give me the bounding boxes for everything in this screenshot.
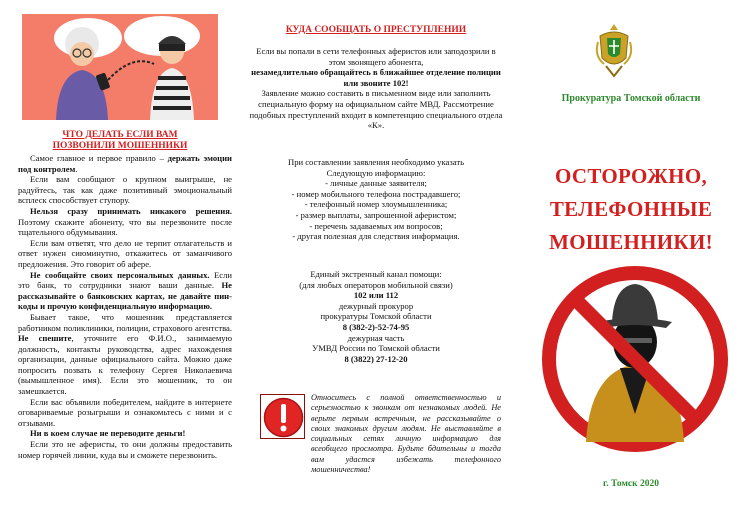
paragraph: Бывает такое, что мошенник представляется работником поликлиники, полиции, страхового агентства. Не спешите, уточните его Ф.И.О., занимаемую должность, контакты руководства, адрес нахождения организации, данные официального сайта. Можно даже попросить позвать к телефону Сергея Николаевича (вымышленное имя). Если это мошенник, то он замешкается. [18, 311, 232, 397]
middle-panel [247, 0, 505, 531]
paragraph: Ни в коем случае не переводите деньги! [30, 428, 186, 439]
prosecutor-emblem-icon [594, 22, 634, 78]
statement-info-list: При составлении заявления необходимо указать Следующую информацию: - личные данные заявителя; - номер мобильного телефона пострадавшего; - телефонный номер злоумышленника; - размер выплаты, запрошенной аферистом; - перечень задаваемых им вопросов; - другая полезная для следствия информация. [247, 157, 505, 242]
title-line-3: МОШЕННИКИ! [549, 230, 713, 254]
title-line-2: ТЕЛЕФОННЫЕ [549, 197, 713, 221]
paragraph: Если вам ответят, что дело не терпит отлагательств и ответ нужен сиюминутно, откажитесь от заманчивого предложения. Это говорит об афере. [18, 237, 232, 269]
grandma-and-thief-illustration [22, 14, 218, 120]
title-line-1: ОСТОРОЖНО, [554, 164, 708, 188]
contact-block: Единый экстренный канал помощи: (для любых операторов мобильной связи) 102 или 112 дежурный прокурор прокуратуры Томской области 8 (382-2)-52-74-95 дежурная часть УМВД России по Томской области 8 (3822) 27-12-20 [299, 269, 453, 364]
list-item: - номер мобильного телефона пострадавшего; [291, 188, 461, 199]
paragraph: Если вам сообщают о крупном выигрыше, не радуйтесь, так как даже позитивный эмоциональный всплеск способствует ступору. [18, 174, 232, 206]
paragraph: Нельзя сразу принимать никакого решения. Поэтому скажите абоненту, что вы перезвоните после тщательного обдумывания. [18, 205, 232, 238]
paragraph: Если это не аферисты, то они должны предоставить номер горячей линии, куда вы и сможете перезвонить. [18, 439, 232, 460]
paragraph: Не сообщайте своих персональных данных. Если это банк, то сотрудники знают ваши данные. Не рассказывайте о банковских картах, не давайте пин-коды и прочую конфиденциальную информацию. [18, 269, 232, 312]
list-item: - перечень задаваемых им вопросов; [309, 220, 443, 231]
left-heading: ЧТО ДЕЛАТЬ ЕСЛИ ВАМ ПОЗВОНИЛИ МОШЕННИКИ [52, 130, 188, 151]
paragraph: Если вас объявили победителем, найдите в интернете оговариваемые розыгрыши и ознакомьтесь с ними и с отзывами. [18, 396, 232, 428]
paragraph: Самое главное и первое правило – держать эмоции под контролем. [18, 153, 232, 174]
list-item: - телефонный номер злоумышленника; [304, 199, 448, 210]
middle-heading: КУДА СООБЩАТЬ О ПРЕСТУПЛЕНИИ [285, 25, 467, 35]
prosecutor-phone: 8 (382-2)-52-74-95 [342, 321, 410, 332]
city-year: г. Томск 2020 [602, 479, 659, 489]
safety-note: Относитесь с полной ответственностью и серьезностью к звонкам от незнакомых людей. Не верьте первым встречным, не рассказывайте о своих знакомых другим людям. Не выставляйте в социальных сетях личную информацию для всеобщего просмотра. Будьте бдительны и тогда вам удастся избежать телефонного мошенничества! [311, 393, 501, 475]
duty-phone: 8 (3822) 27-12-20 [344, 353, 408, 364]
left-panel [0, 0, 238, 531]
organization-name: Прокуратура Томской области [561, 93, 701, 104]
list-item: - размер выплаты, запрошенной аферистом; [295, 209, 457, 220]
no-fraudster-sign-icon [540, 264, 730, 454]
list-item: - личные данные заявителя; [325, 178, 427, 189]
list-item: - другая полезная для следствия информация. [292, 231, 460, 242]
left-body-text [18, 153, 232, 460]
warning-icon [260, 394, 305, 439]
right-panel [512, 0, 750, 531]
report-intro: Если вы попали в сети телефонных аферистов или заподозрили в этом звонящего абонента, незамедлительно обращайтесь в ближайшее отделение полиции или звоните 102! Заявление можно составить в письменном виде или заполнить специальную форму на официальном сайте МВД. Рассмотрение подобных преступлений входит в компетенцию специального отдела «К». [249, 46, 503, 131]
